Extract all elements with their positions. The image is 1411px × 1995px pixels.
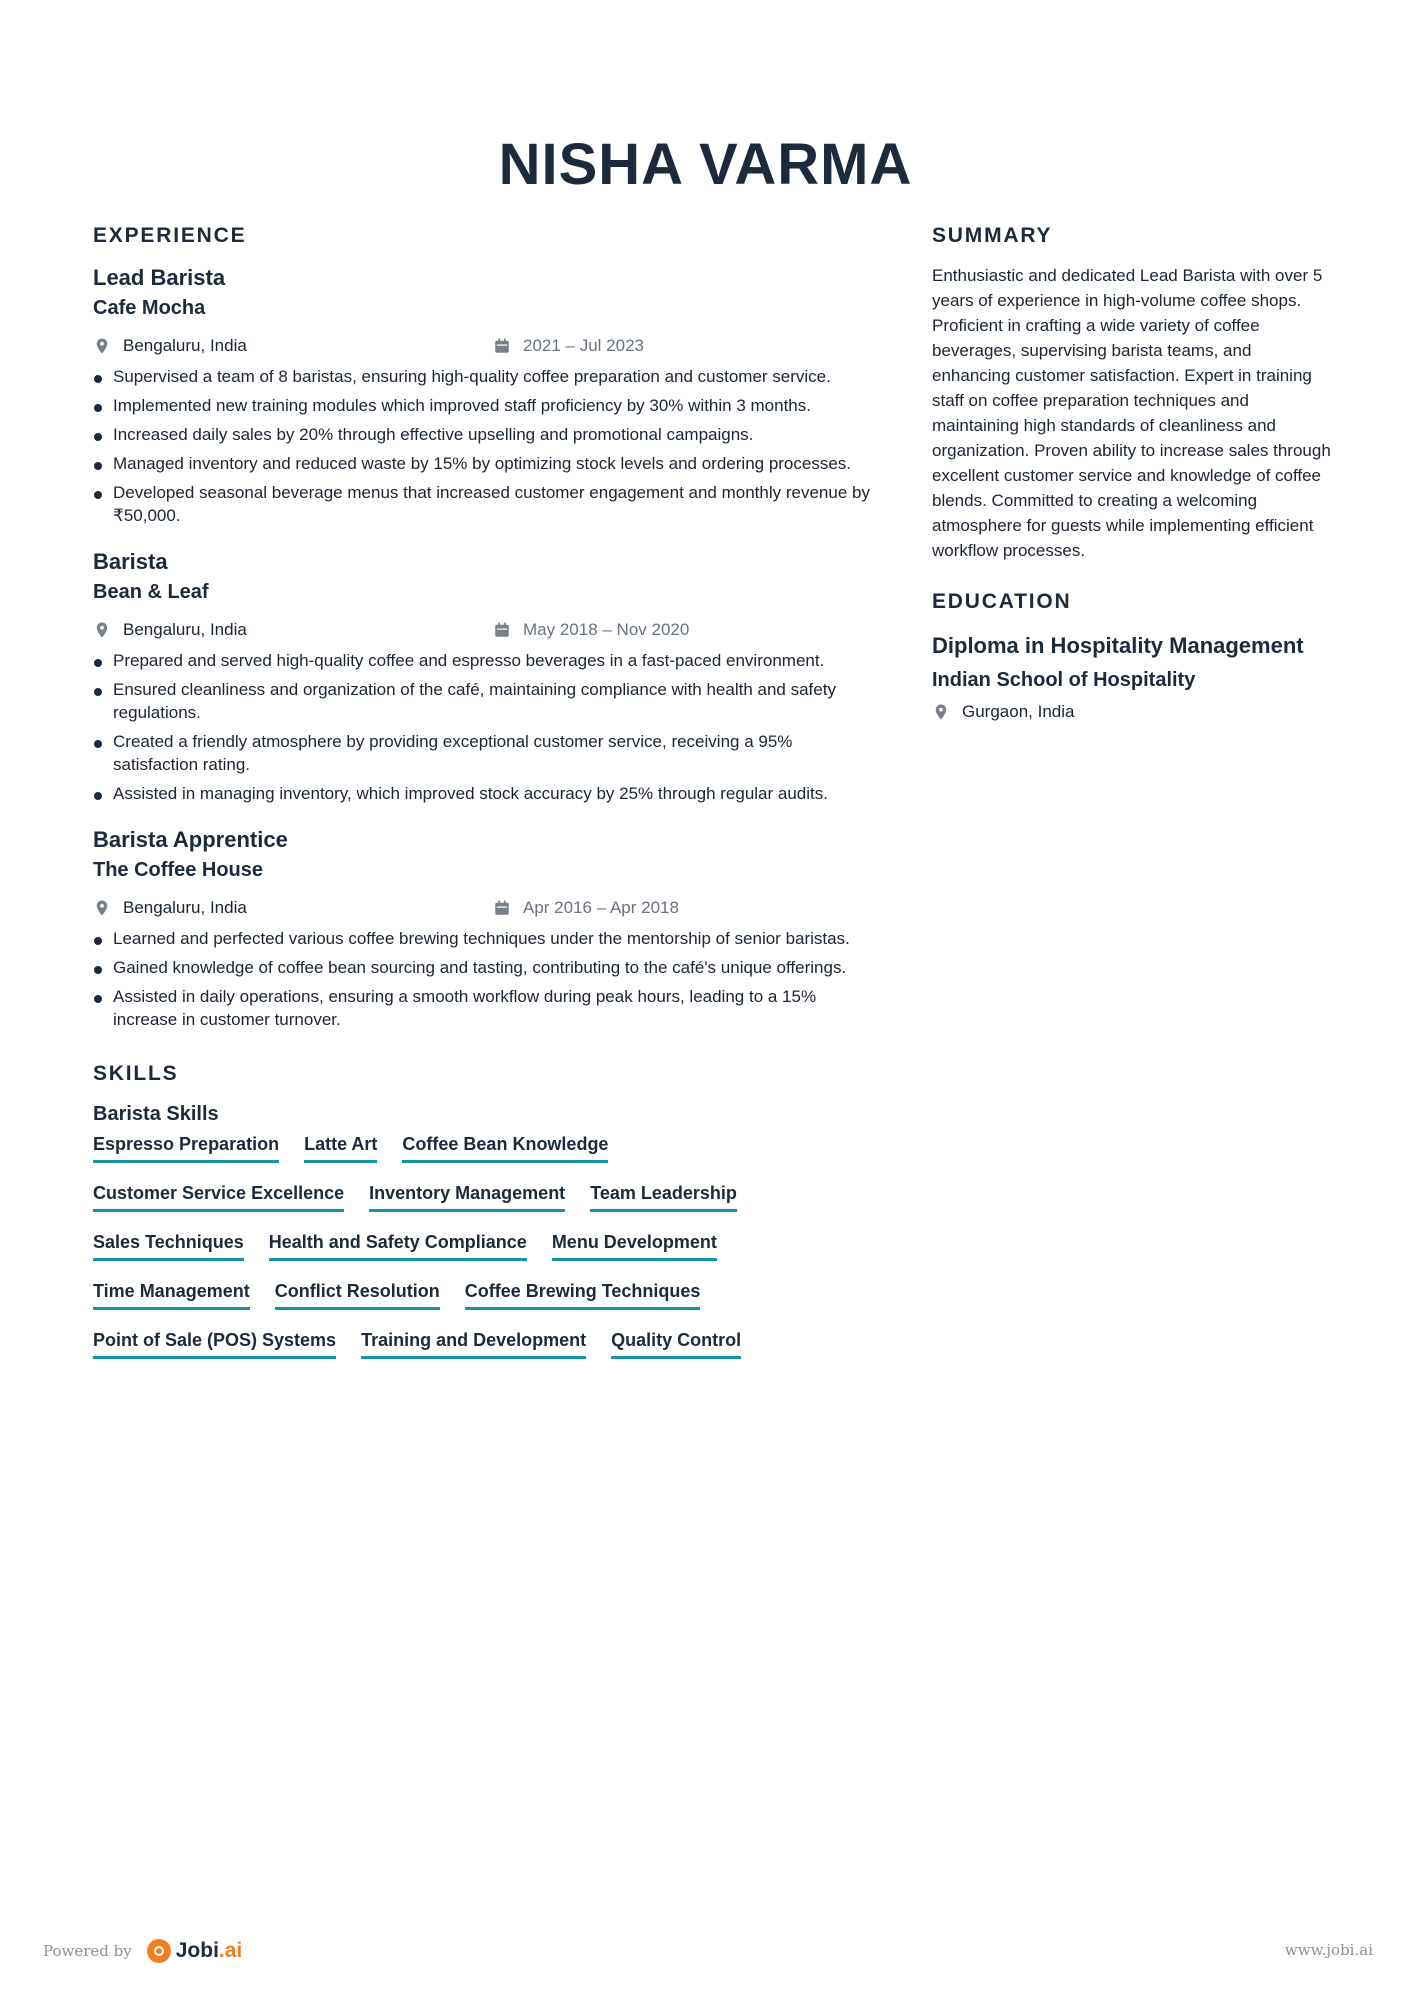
job-title: Barista Apprentice xyxy=(93,827,288,852)
job-bullet: Learned and perfected various coffee brewing techniques under the mentorship of senior baristas. xyxy=(93,927,873,950)
job-location xyxy=(93,893,247,923)
job-bullet: Assisted in daily operations, ensuring a smooth workflow during peak hours, leading to a 15% increase in customer turnover. xyxy=(93,985,873,1031)
skill-tag: Conflict Resolution xyxy=(275,1278,440,1310)
calendar-icon xyxy=(493,337,511,355)
skills-heading: SKILLS xyxy=(93,1062,179,1085)
map-pin-icon xyxy=(932,703,950,721)
right-column xyxy=(932,223,1332,727)
job-company: Cafe Mocha xyxy=(93,297,206,319)
skill-tag: Latte Art xyxy=(304,1131,377,1163)
job-location xyxy=(93,331,247,361)
education-location-text: Gurgaon, India xyxy=(962,702,1075,721)
job-meta xyxy=(93,331,873,361)
skill-tag: Menu Development xyxy=(552,1229,717,1261)
job-bullet: Developed seasonal beverage menus that increased customer engagement and monthly revenue by ₹50,000. xyxy=(93,481,873,527)
jobi-logo[interactable] xyxy=(176,1939,243,1963)
job-bullet: Increased daily sales by 20% through effective upselling and promotional campaigns. xyxy=(93,423,873,446)
jobi-logo-icon xyxy=(147,1939,171,1963)
skill-list xyxy=(93,1131,853,1376)
skill-tag: Sales Techniques xyxy=(93,1229,244,1261)
calendar-icon xyxy=(493,621,511,639)
summary-text: Enthusiastic and dedicated Lead Barista with over 5 years of experience in high-volume coffee shops. Proficient in crafting a wide variety of coffee beverages, supervising barista teams, and enhancing customer satisfaction. Expert in training staff on coffee preparation techniques and maintaining high standards of cleanliness and organization. Proven ability to increase sales through excellent customer service and knowledge of coffee blends. Committed to creating a welcoming atmosphere for guests while implementing efficient workflow processes. xyxy=(932,266,1331,560)
job-title: Barista xyxy=(93,549,168,574)
logo-main: Jobi xyxy=(175,1939,219,1962)
candidate-name: NISHA VARMA xyxy=(498,132,913,197)
skill-tag: Coffee Brewing Techniques xyxy=(465,1278,701,1310)
skill-tag: Inventory Management xyxy=(369,1180,565,1212)
map-pin-icon xyxy=(93,899,111,917)
job-location-text: Bengaluru, India xyxy=(123,620,247,639)
job-bullet: Assisted in managing inventory, which improved stock accuracy by 25% through regular audits. xyxy=(93,782,873,805)
job-dates-text: May 2018 – Nov 2020 xyxy=(523,620,690,639)
map-pin-icon xyxy=(93,337,111,355)
skill-tag: Training and Development xyxy=(361,1327,586,1359)
education-degree: Diploma in Hospitality Management xyxy=(932,633,1304,658)
education-school: Indian School of Hospitality xyxy=(932,669,1196,691)
job-bullet: Ensured cleanliness and organization of the café, maintaining compliance with health and safety regulations. xyxy=(93,678,873,724)
job-entry xyxy=(93,263,873,527)
job-dates-text: 2021 – Jul 2023 xyxy=(523,336,644,355)
skill-tag: Coffee Bean Knowledge xyxy=(402,1131,608,1163)
job-dates xyxy=(493,615,689,645)
job-dates xyxy=(493,893,679,923)
job-bullet: Managed inventory and reduced waste by 15% by optimizing stock levels and ordering processes. xyxy=(93,452,873,475)
calendar-icon xyxy=(493,899,511,917)
map-pin-icon xyxy=(93,621,111,639)
job-location xyxy=(93,615,247,645)
job-bullet: Implemented new training modules which improved staff proficiency by 30% within 3 months. xyxy=(93,394,873,417)
skill-group-title: Barista Skills xyxy=(93,1103,219,1125)
job-dates xyxy=(493,331,644,361)
skill-tag: Quality Control xyxy=(611,1327,741,1359)
job-meta xyxy=(93,615,873,645)
job-company: The Coffee House xyxy=(93,859,264,881)
job-entry xyxy=(93,547,873,805)
skill-tag: Team Leadership xyxy=(590,1180,737,1212)
footer-powered-by xyxy=(43,1939,242,1963)
experience-list xyxy=(93,263,873,1031)
skill-tag: Point of Sale (POS) Systems xyxy=(93,1327,336,1359)
job-location-text: Bengaluru, India xyxy=(123,336,247,355)
powered-by-text: Powered by xyxy=(43,1942,132,1960)
job-meta xyxy=(93,893,873,923)
education-location xyxy=(932,697,1332,727)
job-bullets xyxy=(93,927,873,1031)
job-bullets xyxy=(93,365,873,527)
skill-tag: Espresso Preparation xyxy=(93,1131,279,1163)
left-column xyxy=(93,223,873,1376)
logo-suffix: .ai xyxy=(218,1939,243,1962)
footer-website[interactable]: www.jobi.ai xyxy=(1284,1941,1373,1959)
skill-tag: Time Management xyxy=(93,1278,250,1310)
job-bullet: Supervised a team of 8 baristas, ensuring high-quality coffee preparation and customer service. xyxy=(93,365,873,388)
experience-heading: EXPERIENCE xyxy=(93,224,247,247)
skills-section xyxy=(93,1061,873,1376)
job-entry xyxy=(93,825,873,1031)
job-location-text: Bengaluru, India xyxy=(123,898,247,917)
skill-tag: Health and Safety Compliance xyxy=(269,1229,527,1261)
job-title: Lead Barista xyxy=(93,265,226,290)
job-bullet: Prepared and served high-quality coffee and espresso beverages in a fast-paced environment. xyxy=(93,649,873,672)
job-company: Bean & Leaf xyxy=(93,581,209,603)
summary-heading: SUMMARY xyxy=(932,224,1053,247)
job-bullet: Gained knowledge of coffee bean sourcing and tasting, contributing to the café's unique offerings. xyxy=(93,956,873,979)
job-bullet: Created a friendly atmosphere by providing exceptional customer service, receiving a 95% satisfaction rating. xyxy=(93,730,873,776)
skill-tag: Customer Service Excellence xyxy=(93,1180,344,1212)
job-dates-text: Apr 2016 – Apr 2018 xyxy=(523,898,679,917)
job-bullets xyxy=(93,649,873,805)
education-heading: EDUCATION xyxy=(932,590,1072,613)
